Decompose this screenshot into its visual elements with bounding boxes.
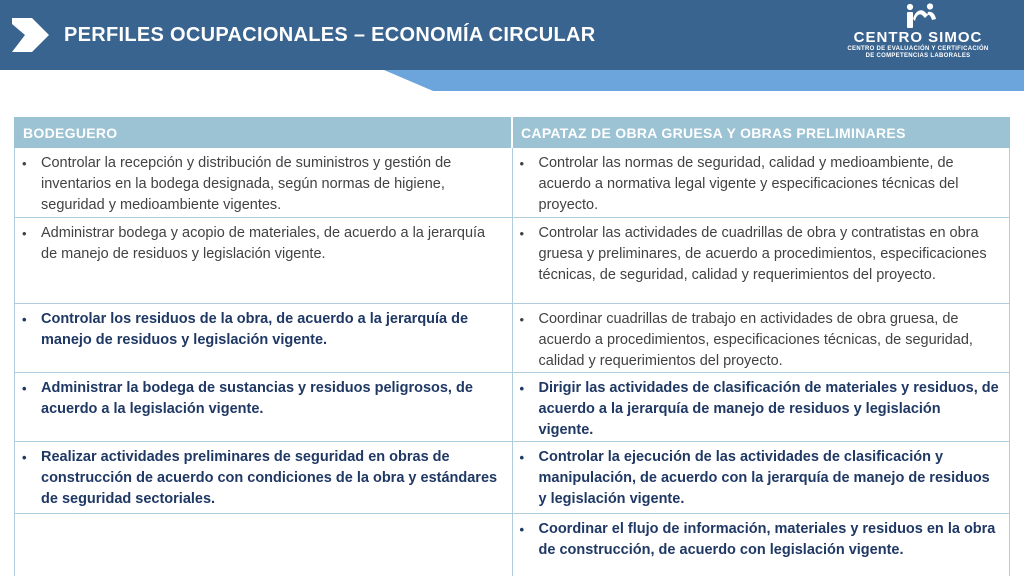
table-row xyxy=(15,218,1010,304)
cell-text: Controlar las actividades de cuadrillas de obra y contratistas en obra gruesa y preliminares, de acuerdo a procedimientos, especificaciones técnicas, de seguridad, calidad y requerimientos del proyecto. xyxy=(538,225,987,283)
cell-text: Realizar actividades preliminares de seguridad en obras de construcción de acuerdo con condiciones de la obra y estándares de seguridad sectoriales. xyxy=(41,449,498,507)
table-cell-left xyxy=(15,514,513,576)
table-cell-left xyxy=(15,442,513,514)
cell-text: Administrar bodega y acopio de materiales, de acuerdo a la jerarquía de manejo de residuos y legislación vigente. xyxy=(41,225,486,262)
cell-text: Controlar la recepción y distribución de suministros y gestión de inventarios en la bodega designada, según normas de higiene, seguridad y medioambiente vigentes. xyxy=(41,155,452,213)
table-cell-right xyxy=(512,442,1010,514)
cell-text: Coordinar el flujo de información, materiales y residuos en la obra de construcción, de acuerdo con legislación vigente. xyxy=(538,521,996,558)
table-body xyxy=(15,148,1010,576)
table-row xyxy=(15,442,1010,514)
column-header-bodeguero: BODEGUERO xyxy=(15,118,513,148)
logo-subtitle-2: DE COMPETENCIAS LABORALES xyxy=(865,53,971,59)
table-row xyxy=(15,304,1010,373)
cell-text: Administrar la bodega de sustancias y residuos peligrosos, de acuerdo a la legislación vigente. xyxy=(41,380,473,417)
bullet-icon: • xyxy=(22,450,27,465)
cell-text: Controlar las normas de seguridad, calidad y medioambiente, de acuerdo a normativa legal vigente y especificaciones técnicas del proyecto. xyxy=(538,155,959,213)
cell-text: Controlar la ejecución de las actividades de clasificación y manipulación, de acuerdo con la jerarquía de manejo de residuos y legislación vigente. xyxy=(538,449,990,507)
table-row xyxy=(15,514,1010,576)
profiles-table xyxy=(14,117,1010,576)
table-cell-right xyxy=(512,148,1010,218)
table-cell-left xyxy=(15,218,513,304)
cell-text: Coordinar cuadrillas de trabajo en actividades de obra gruesa, de acuerdo a procedimientos, especificaciones técnicas, de seguridad, calidad y requerimientos del proyecto. xyxy=(538,311,973,369)
table-cell-right xyxy=(512,304,1010,373)
bullet-icon: • xyxy=(22,381,27,396)
table-cell-right xyxy=(512,514,1010,576)
logo-subtitle-1: CENTRO DE EVALUACIÓN Y CERTIFICACIÓN xyxy=(847,46,989,52)
table-cell-right xyxy=(512,373,1010,442)
title-bar xyxy=(0,0,1024,70)
bullet-icon: • xyxy=(519,522,525,537)
bullet-icon: • xyxy=(519,156,525,171)
column-header-capataz: CAPATAZ DE OBRA GRUESA Y OBRAS PRELIMINARES xyxy=(512,118,1010,148)
table-cell-right xyxy=(512,218,1010,304)
table-cell-left xyxy=(15,373,513,442)
logo-name: CENTRO SIMOC xyxy=(853,29,983,46)
centro-simoc-logo xyxy=(828,3,1008,60)
bullet-icon: • xyxy=(22,226,27,241)
table-row xyxy=(15,373,1010,442)
table-cell-left xyxy=(15,304,513,373)
table-header-row xyxy=(15,118,1010,148)
page-title: PERFILES OCUPACIONALES – ECONOMÍA CIRCULAR xyxy=(64,23,596,46)
bullet-icon: • xyxy=(519,381,525,396)
bullet-icon: • xyxy=(519,226,525,241)
accent-band xyxy=(0,70,1024,91)
cell-text: Controlar los residuos de la obra, de acuerdo a la jerarquía de manejo de residuos y legislación vigente. xyxy=(41,311,469,348)
cell-text: Dirigir las actividades de clasificación de materiales y residuos, de acuerdo a la jerarquía de manejo de residuos y legislación vigente. xyxy=(538,380,999,438)
table-row xyxy=(15,148,1010,218)
table-cell-left xyxy=(15,148,513,218)
bullet-icon: • xyxy=(519,450,525,465)
bullet-icon: • xyxy=(519,312,525,327)
chevron-right-icon xyxy=(12,17,52,53)
bullet-icon: • xyxy=(22,156,27,171)
bullet-icon: • xyxy=(22,312,27,327)
people-arch-icon xyxy=(895,3,941,30)
